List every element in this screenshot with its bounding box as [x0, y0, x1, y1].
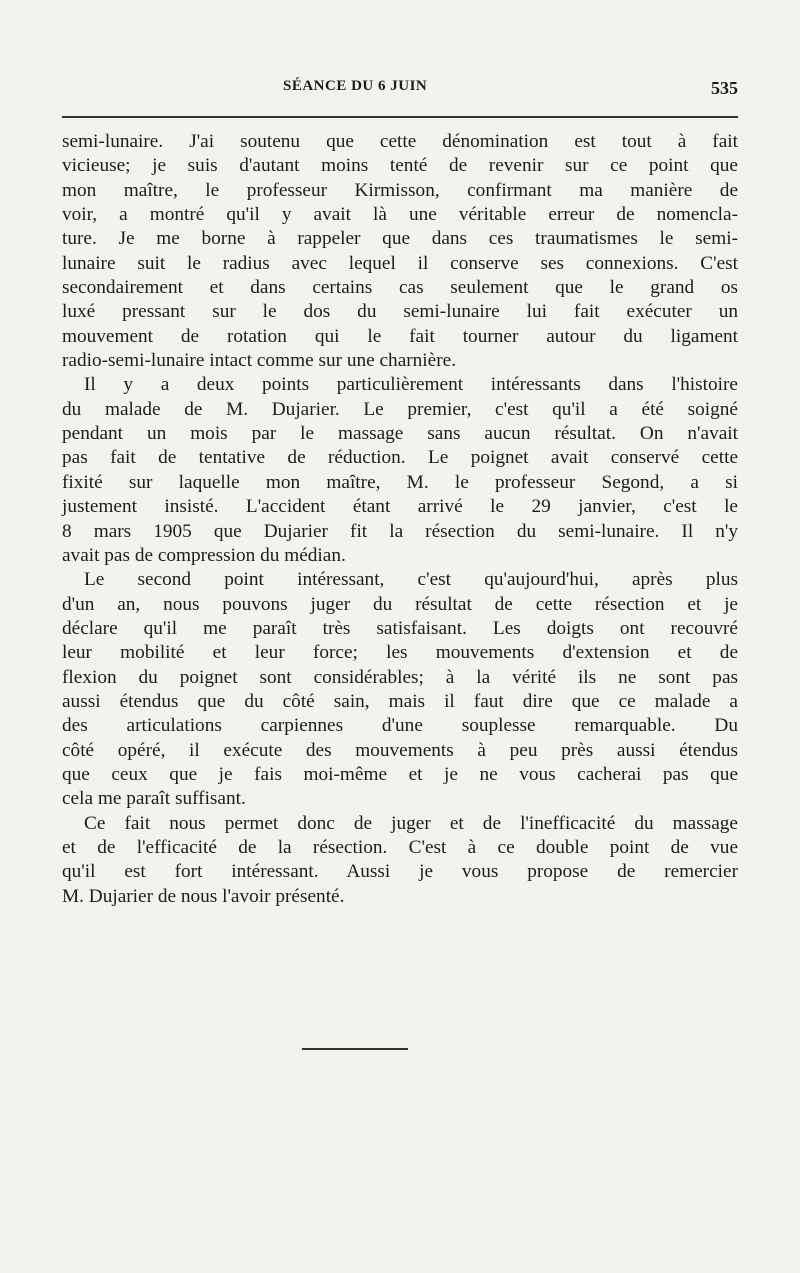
text-line: Ce fait nous permet donc de juger et de l'inefficacité du massage [84, 812, 738, 834]
text-line: aussi étendus que du côté sain, mais il faut dire que ce malade a [62, 690, 738, 712]
text-line: déclare qu'il me paraît très satisfaisant. Les doigts ont recouvré [62, 617, 738, 639]
header-rule [62, 116, 738, 118]
text-line: ture. Je me borne à rappeler que dans ces traumatismes le semi- [62, 228, 738, 250]
text-line: voir, a montré qu'il y avait là une véritable erreur de nomencla- [62, 204, 738, 226]
text-line: mon maître, le professeur Kirmisson, confirmant ma manière de [62, 179, 738, 201]
text-line: cela me paraît suffisant. [62, 788, 246, 810]
text-line: avait pas de compression du médian. [62, 544, 346, 566]
text-line: qu'il est fort intéressant. Aussi je vous propose de remercier [62, 861, 738, 883]
text-line: mouvement de rotation qui le fait tourner autour du ligament [62, 325, 738, 347]
text-line: des articulations carpiennes d'une souplesse remarquable. Du [62, 715, 738, 737]
paragraph [62, 568, 738, 811]
page-header [62, 78, 738, 102]
text-line: secondairement et dans certains cas seulement que le grand os [62, 277, 738, 299]
text-line: pendant un mois par le massage sans aucun résultat. On n'avait [62, 423, 738, 445]
text-line: Le second point intéressant, c'est qu'aujourd'hui, après plus [84, 569, 738, 591]
text-line: semi-lunaire. J'ai soutenu que cette dénomination est tout à fait [62, 131, 738, 152]
text-line: justement insisté. L'accident étant arrivé le 29 janvier, c'est le [62, 496, 738, 518]
text-line: que ceux que je fais moi-même et je ne vous cacherai pas que [62, 763, 738, 785]
text-line: pas fait de tentative de réduction. Le poignet avait conservé cette [62, 447, 738, 469]
text-line: luxé pressant sur le dos du semi-lunaire lui fait exécuter un [62, 301, 738, 323]
text-line: 8 mars 1905 que Dujarier fit la résection du semi-lunaire. Il n'y [62, 520, 738, 542]
paragraph [62, 130, 738, 373]
text-line: vicieuse; je suis d'autant moins tenté de revenir sur ce point que [62, 155, 738, 177]
paragraph [62, 373, 738, 568]
running-title: SÉANCE DU 6 JUIN [283, 78, 428, 94]
text-line: M. Dujarier de nous l'avoir présenté. [62, 885, 345, 907]
end-rule [302, 1048, 408, 1050]
text-line: fixité sur laquelle mon maître, M. le professeur Segond, a si [62, 471, 738, 493]
text-line: côté opéré, il exécute des mouvements à peu près aussi étendus [62, 739, 738, 761]
page-number: 535 [711, 78, 738, 98]
text-line: lunaire suit le radius avec lequel il conserve ses connexions. C'est [62, 252, 738, 274]
text-line: Il y a deux points particulièrement intéressants dans l'histoire [84, 374, 738, 396]
text-line: et de l'efficacité de la résection. C'est à ce double point de vue [62, 836, 738, 858]
text-line: leur mobilité et leur force; les mouvements d'extension et de [62, 642, 738, 664]
paragraph [62, 812, 738, 909]
text-line: d'un an, nous pouvons juger du résultat de cette résection et je [62, 593, 738, 615]
body-text [62, 130, 738, 909]
text-line: du malade de M. Dujarier. Le premier, c'est qu'il a été soigné [62, 398, 738, 420]
text-line: radio-semi-lunaire intact comme sur une charnière. [62, 350, 457, 372]
text-line: flexion du poignet sont considérables; à la vérité ils ne sont pas [62, 666, 738, 688]
